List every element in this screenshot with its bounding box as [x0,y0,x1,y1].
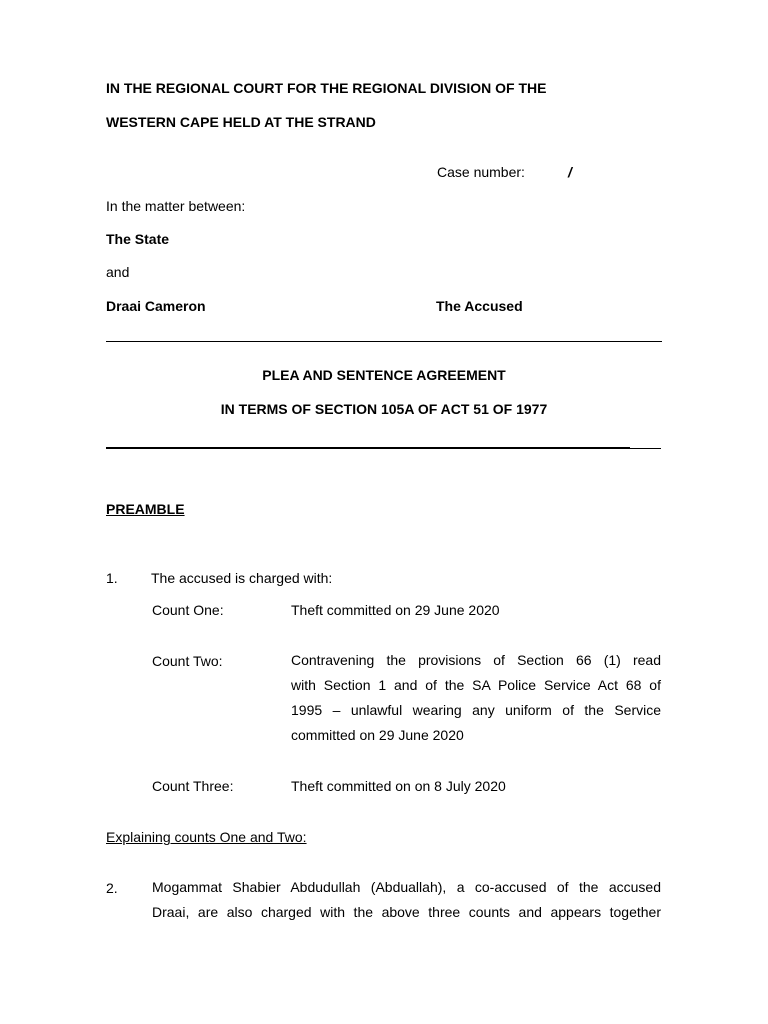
count-two-line: with Section 1 and of the SA Police Service Act 68 of [291,677,661,693]
count-one-label: Count One: [152,602,224,618]
count-one-text: Theft committed on 29 June 2020 [291,602,500,618]
divider-bottom-tail [630,448,661,449]
count-two-label: Count Two: [152,653,223,669]
explaining-heading: Explaining counts One and Two: [106,829,307,845]
party-state: The State [106,231,170,247]
item-1-number: 1. [106,570,118,586]
count-two-line: committed on 29 June 2020 [291,727,464,743]
item-2-text [152,875,661,925]
court-heading-line-1: IN THE REGIONAL COURT FOR THE REGIONAL DIVISION OF THE [106,80,547,96]
preamble-heading: PREAMBLE [106,501,185,517]
count-three-label: Count Three: [152,778,234,794]
count-two-line: Contravening the provisions of Section 66 (1) read [291,652,661,668]
case-number-label: Case number: [437,164,525,180]
court-heading-line-2: WESTERN CAPE HELD AT THE STRAND [106,114,376,130]
divider-bottom-thick [106,447,630,449]
case-number-value: / [568,164,572,180]
count-two-line: 1995 – unlawful wearing any uniform of the Service [291,702,661,718]
divider-top [106,341,662,342]
agreement-subtitle: IN TERMS OF SECTION 105A OF ACT 51 OF 1977 [220,401,548,417]
matter-intro: In the matter between: [106,198,246,214]
item-2-line: Mogammat Shabier Abdudullah (Abduallah), a co-accused of the accused [152,879,661,895]
item-2-line: Draai, are also charged with the above three counts and appears together [152,904,661,920]
count-three-text: Theft committed on on 8 July 2020 [291,778,506,794]
item-2-number: 2. [106,880,118,896]
accused-role: The Accused [436,298,523,314]
agreement-title: PLEA AND SENTENCE AGREEMENT [262,367,506,383]
accused-name: Draai Cameron [106,298,206,314]
count-two-text [291,648,661,748]
party-conjunction: and [106,264,130,280]
item-1-text: The accused is charged with: [151,570,333,586]
